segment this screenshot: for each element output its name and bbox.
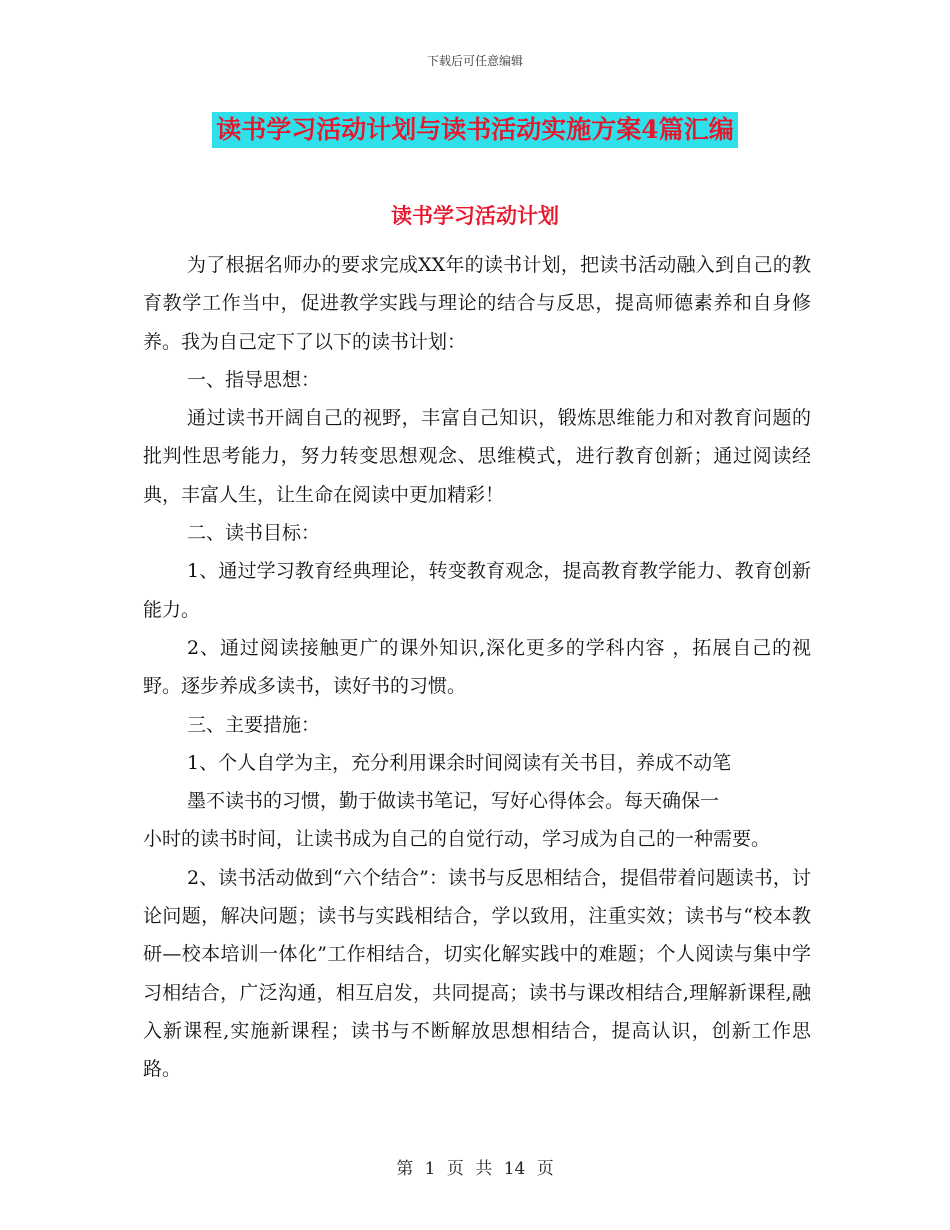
paragraph-measure-1-rest: 小时的读书时间，让读书成为自己的自觉行动，学习成为自己的一种需要。 — [143, 828, 771, 851]
paragraph-measure-2: 2、读书活动做到“六个结合”：读书与反思相结合，提倡带着问题读书，讨论问题，解决问题；读书与实践相结合，学以致用，注重实效；读书与“校本教研—校本培训一体化”工作相结合，切实化解实践中的难题；个人阅读与集中学习相结合，广泛沟通，相互启发，共同提高；读书与课改相结合,理解新课程,融入新课程,实施新课程；读书与不断解放思想相结合，提高认识，创新工作思路。 — [143, 866, 811, 1081]
paragraph-goal-2: 2、通过阅读接触更广的课外知识,深化更多的学科内容 ，拓展自己的视野。逐步养成多读书，读好书的习惯。 — [143, 636, 811, 698]
paragraph-guiding-ideology: 通过读书开阔自己的视野，丰富自己知识，锻炼思维能力和对教育问题的批判性思考能力，努力转变思想观念、思维模式，进行教育创新；通过阅读经典，丰富人生，让生命在阅读中更加精彩！ — [143, 407, 811, 506]
heading-main-measures: 三、主要措施： — [187, 713, 321, 736]
document-title: 读书学习活动计划与读书活动实施方案4篇汇编 — [212, 112, 737, 148]
document-title-wrap — [0, 112, 950, 148]
heading-reading-goals: 二、读书目标： — [187, 522, 321, 545]
document-body — [143, 246, 811, 1089]
paragraph-intro: 为了根据名师办的要求完成XX年的读书计划，把读书活动融入到自己的教育教学工作当中，促进教学实践与理论的结合与反思，提高师德素养和自身修养。我为自己定下了以下的读书计划： — [143, 254, 811, 353]
paragraph-goal-1: 1、通过学习教育经典理论，转变教育观念，提高教育教学能力、教育创新能力。 — [143, 560, 811, 621]
section-title: 读书学习活动计划 — [391, 203, 559, 228]
paragraph-measure-1-line-2: 墨不读书的习惯，勤于做读书笔记，写好心得体会。每天确保一 — [187, 790, 720, 813]
page-footer: 第 1 页 共 14 页 — [396, 1159, 554, 1179]
heading-guiding-ideology: 一、指导思想： — [187, 368, 321, 391]
page-header-note: 下载后可任意编辑 — [426, 54, 523, 68]
paragraph-measure-1-line-1: 1、个人自学为主，充分利用课余时间阅读有关书目，养成不动笔 — [187, 751, 732, 774]
